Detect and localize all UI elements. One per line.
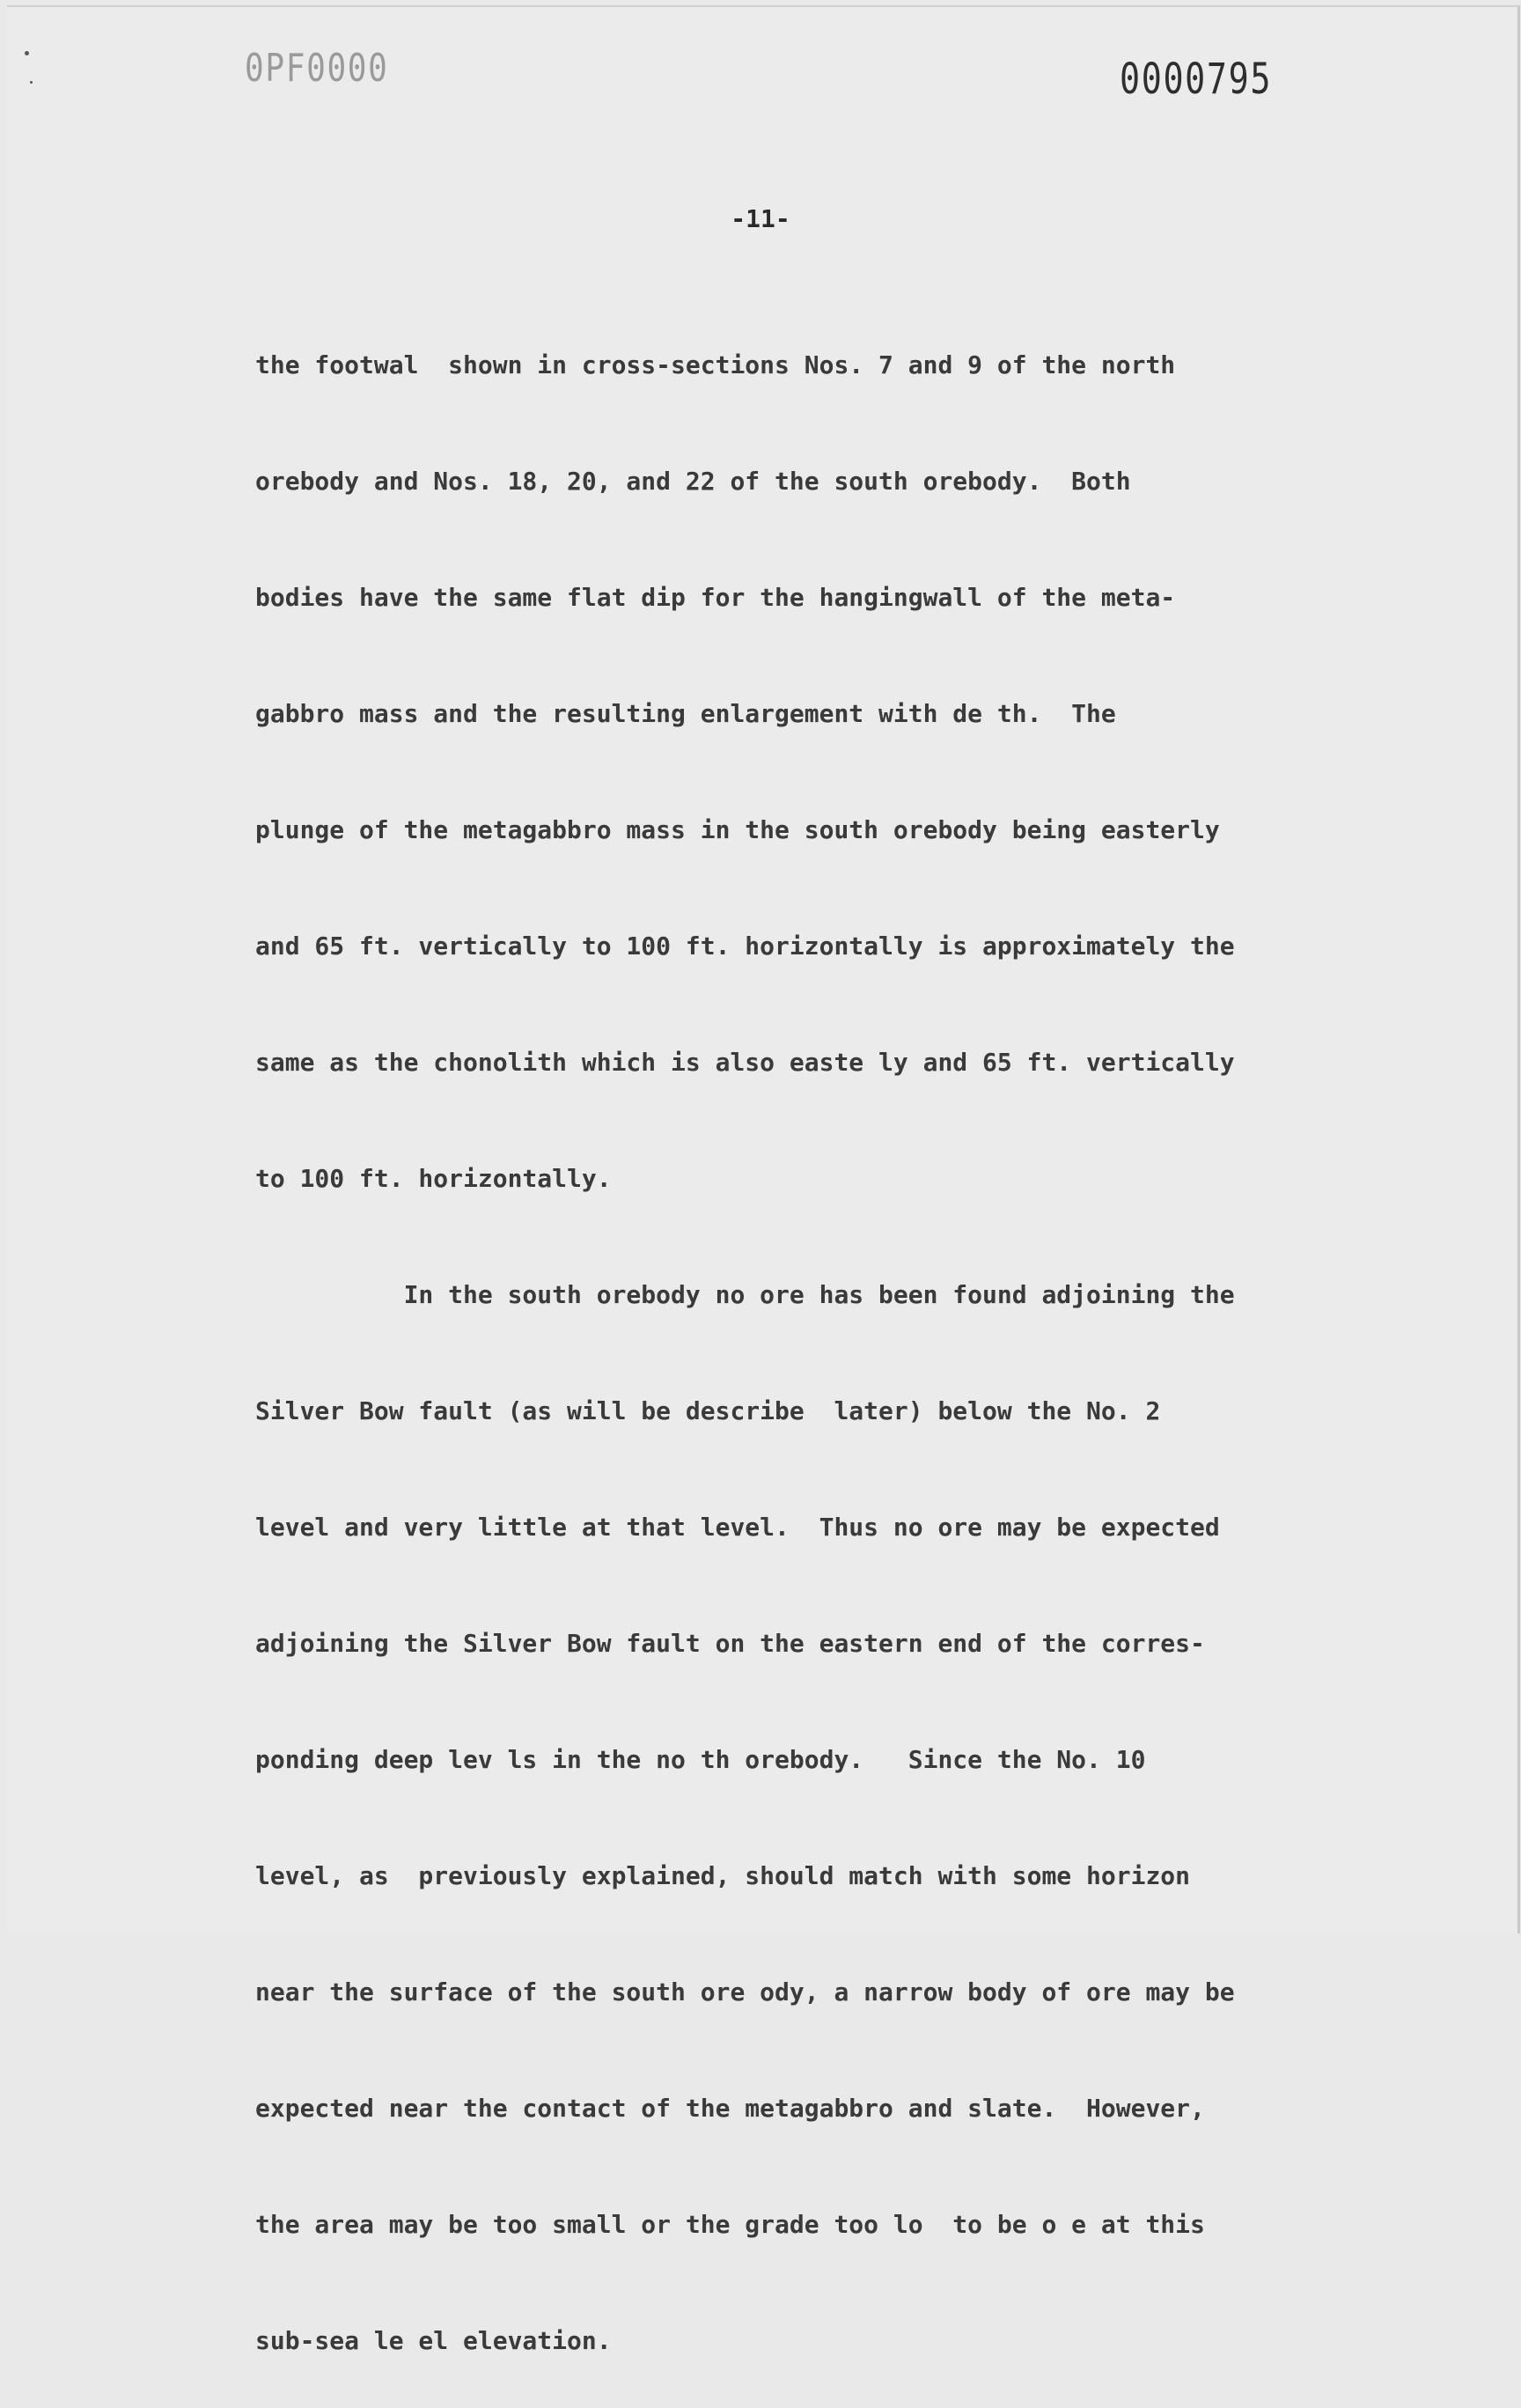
text-line: ponding deep lev ls in the no th orebody. Since the No. 10 [255, 1745, 1146, 1774]
text-line: the area may be too small or the grade too lo to be o e at this [255, 2210, 1205, 2239]
text-line: to 100 ft. horizontally. [255, 1164, 612, 1193]
text-line: plunge of the metagabbro mass in the south orebody being easterly [255, 815, 1220, 844]
text-line: level and very little at that level. Thus no ore may be expected [255, 1513, 1220, 1542]
text-line: the footwal shown in cross-sections Nos. 7 and 9 of the north [255, 350, 1176, 379]
ink-speck [30, 81, 33, 84]
ink-speck [25, 51, 29, 55]
text-line: sub-sea le el elevation. [255, 2326, 612, 2355]
text-line: near the surface of the south ore ody, a narrow body of ore may be [255, 1977, 1235, 2007]
body-text [255, 287, 1426, 2408]
text-line: bodies have the same flat dip for the hangingwall of the meta- [255, 583, 1176, 612]
page-number: -11- [731, 204, 790, 233]
text-line: adjoining the Silver Bow fault on the eastern end of the corres- [255, 1629, 1205, 1658]
text-line: Silver Bow fault (as will be describe later) below the No. 2 [255, 1396, 1161, 1425]
text-line: In the south orebody no ore has been found adjoining the [255, 1280, 1235, 1309]
text-line: and 65 ft. vertically to 100 ft. horizontally is approximately the [255, 932, 1235, 961]
text-line: orebody and Nos. 18, 20, and 22 of the south orebody. Both [255, 467, 1131, 496]
stamp-left: 0PF0000 [245, 46, 389, 91]
text-line: level, as previously explained, should match with some horizon [255, 1861, 1191, 1890]
text-line: expected near the contact of the metagabbro and slate. However, [255, 2094, 1205, 2123]
text-line: gabbro mass and the resulting enlargement with de th. The [255, 699, 1116, 728]
text-line: same as the chonolith which is also easte ly and 65 ft. vertically [255, 1048, 1235, 1077]
document-serial-number: 0000795 [1120, 55, 1273, 104]
